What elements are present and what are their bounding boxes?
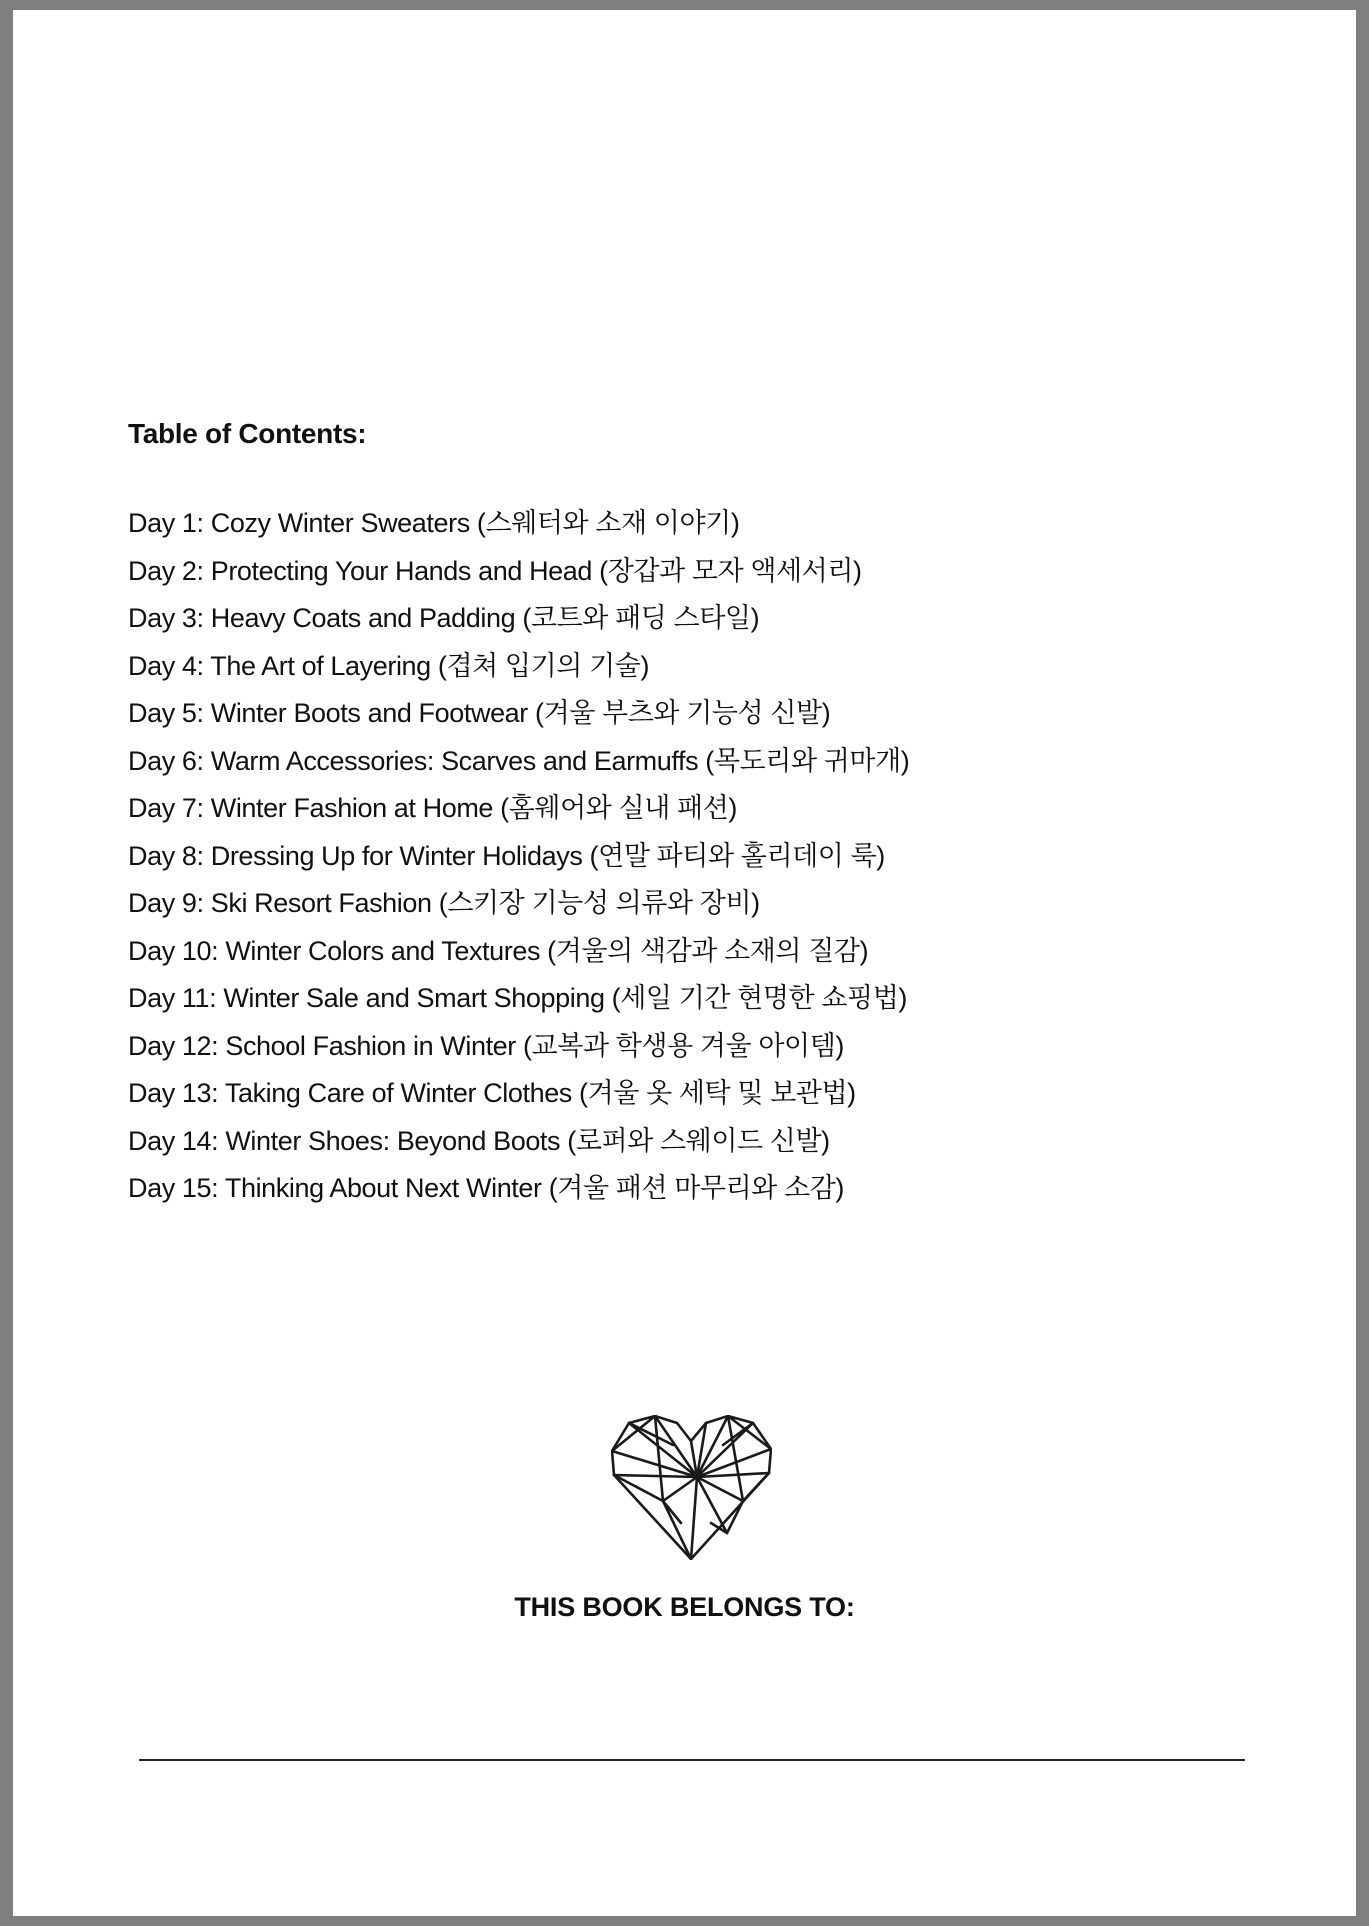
toc-item-day-3: Day 3: Heavy Coats and Padding (코트와 패딩 스타일) — [128, 603, 760, 633]
toc-item-day-9: Day 9: Ski Resort Fashion (스키장 기능성 의류와 장비) — [128, 888, 760, 918]
book-page — [13, 10, 1356, 1916]
toc-item-day-6: Day 6: Warm Accessories: Scarves and Earmuffs (목도리와 귀마개) — [128, 745, 910, 776]
toc-item-day-2: Day 2: Protecting Your Hands and Head (장갑과 모자 액세서리) — [128, 555, 862, 586]
toc-title: Table of Contents: — [128, 418, 367, 449]
owner-name-line — [139, 1759, 1245, 1761]
toc-item-day-15: Day 15: Thinking About Next Winter (겨울 패션 마무리와 소감) — [128, 1173, 845, 1203]
toc-item-day-13: Day 13: Taking Care of Winter Clothes (겨울 옷 세탁 및 보관법) — [128, 1078, 856, 1108]
toc-item-day-11: Day 11: Winter Sale and Smart Shopping (세일 기간 현명한 쇼핑법) — [128, 983, 907, 1013]
toc-list — [128, 500, 909, 1213]
toc-item-day-14: Day 14: Winter Shoes: Beyond Boots (로퍼와 스웨이드 신발) — [128, 1125, 830, 1156]
geometric-heart-icon — [611, 1415, 772, 1560]
toc-item-day-12: Day 12: School Fashion in Winter (교복과 학생용 겨울 아이템) — [128, 1030, 844, 1061]
toc-item-day-5: Day 5: Winter Boots and Footwear (겨울 부츠와 기능성 신발) — [128, 698, 831, 728]
book-belongs-to-label: THIS BOOK BELONGS TO: — [514, 1592, 855, 1622]
toc-item-day-4: Day 4: The Art of Layering (겹쳐 입기의 기술) — [128, 650, 650, 681]
toc-item-day-8: Day 8: Dressing Up for Winter Holidays (연말 파티와 홀리데이 룩) — [128, 840, 885, 871]
toc-item-day-1: Day 1: Cozy Winter Sweaters (스웨터와 소재 이야기) — [128, 508, 740, 538]
toc-item-day-10: Day 10: Winter Colors and Textures (겨울의 색감과 소재의 질감) — [128, 935, 869, 966]
toc-item-day-7: Day 7: Winter Fashion at Home (홈웨어와 실내 패션) — [128, 793, 737, 823]
